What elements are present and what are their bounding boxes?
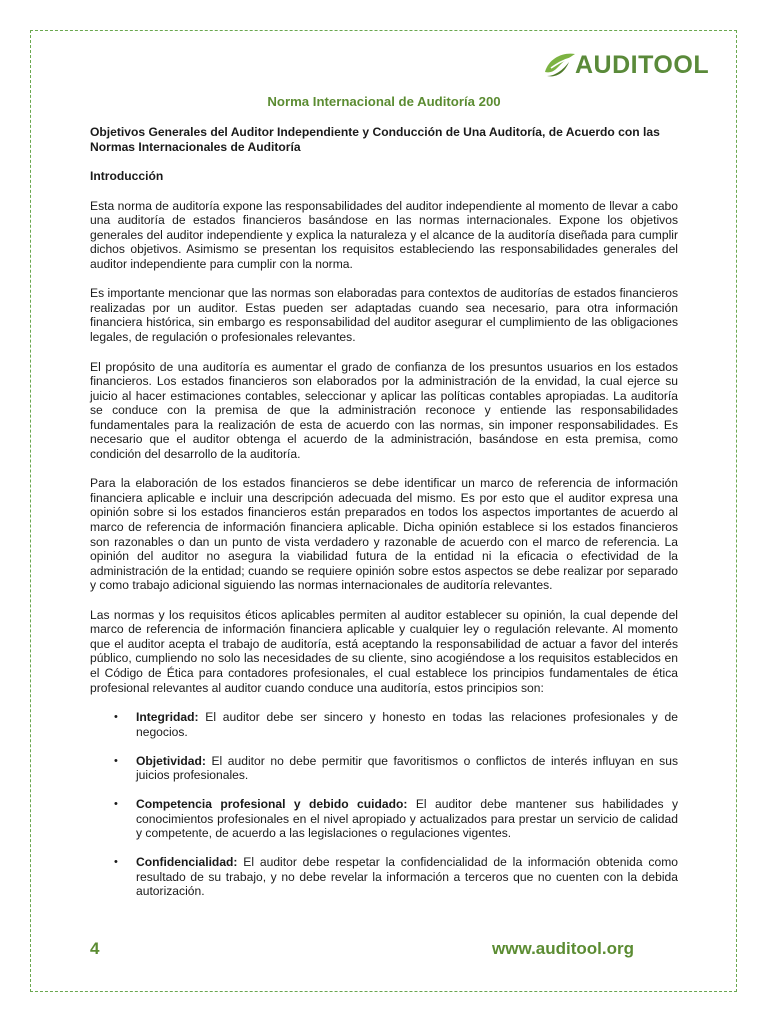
bullet-icon: • bbox=[114, 856, 118, 869]
logo-wordmark: AUDITOOL bbox=[575, 50, 710, 79]
list-item bbox=[90, 754, 678, 783]
principle-text: El auditor debe respetar la confidencialidad de la información obtenida como resultado de su trabajo, y no debe revelar la información a terceros que no cuenten con la debida autorización. bbox=[136, 855, 678, 899]
list-item bbox=[90, 797, 678, 841]
principle-text: El auditor no debe permitir que favoritismos o conflictos de interés influyan en sus juicios profesionales. bbox=[136, 753, 678, 783]
section-heading: Introducción bbox=[90, 169, 164, 184]
paragraph: El propósito de una auditoría es aumentar el grado de confianza de los presuntos usuarios en los estados financieros. Los estados financieros son elaborados por la administración de la envidad, la cual ejerce su juicio al hacer estimaciones contables, seleccionar y aplicar las políticas contables apropiadas. La auditoría se conduce con la premisa de que la administración reconoce y entiende las responsabilidades fundamentales para la realización de esta de acuerdo con las normas, sin imponer responsabilidades. Es necesario que el auditor obtenga el acuerdo de la administración, basándose en esta premisa, como condición del desarrollo de la auditoría. bbox=[90, 359, 678, 461]
principle-term: Integridad: bbox=[136, 710, 199, 725]
paragraph: Es importante mencionar que las normas son elaboradas para contextos de auditorías de estados financieros realizadas por un auditor. Estas pueden ser adaptadas cuando sea necesario, para otra información financiera histórica, sin embargo es responsabilidad del auditor asegurar el cumplimiento de las obligaciones legales, de regulación o profesionales relevantes. bbox=[90, 286, 678, 345]
list-item bbox=[90, 855, 678, 899]
bullet-icon: • bbox=[114, 798, 118, 811]
bullet-icon: • bbox=[114, 754, 118, 767]
website-link[interactable]: www.auditool.org bbox=[492, 939, 634, 958]
paragraph: Las normas y los requisitos éticos aplicables permiten al auditor establecer su opinión, la cual depende del marco de referencia de información financiera aplicable y cualquier ley o regulación relevante. Al momento que el auditor acepta el trabajo de auditoría, está aceptando la responsabilidad de actuar a favor del interés público, cumpliendo no solo las necesidades de su cliente, sino acogiéndose a los requisitos establecidos en el Código de Ética para contadores profesionales, el cual establece los principios fundamentales de ética profesional relevantes al auditor cuando conduce una auditoría, estos principios son: bbox=[90, 607, 678, 695]
paragraph: Esta norma de auditoría expone las responsabilidades del auditor independiente al momento de llevar a cabo una auditoría de estados financieros basándose en las normas internacionales. Expone los objetivos generales del auditor independiente y explica la naturaleza y el alcance de la auditoría diseñada para cumplir dichos objetivos. Asimismo se presentan los requisitos estableciendo las responsabilidades generales del auditor independiente para cumplir con la norma. bbox=[90, 198, 678, 271]
document-title: Norma Internacional de Auditoría 200 bbox=[267, 94, 501, 109]
document-body bbox=[90, 94, 678, 914]
bullet-icon: • bbox=[114, 711, 118, 724]
principle-text: El auditor debe mantener sus habilidades y conocimientos profesionales en el nivel apropiado y actualizados para prestar un servicio de calidad y competente, de acuerdo a las legislaciones o regulaciones vigentes. bbox=[136, 797, 678, 841]
leaf-swirl-icon bbox=[543, 50, 577, 80]
document-subtitle: Objetivos Generales del Auditor Independiente y Conducción de Una Auditoría, de Acuerdo con las Normas Internacionales de Auditoría bbox=[90, 125, 660, 154]
auditool-logo bbox=[543, 48, 709, 82]
principle-text: El auditor debe ser sincero y honesto en todas las relaciones profesionales y de negocios. bbox=[136, 710, 678, 739]
principles-list bbox=[90, 710, 678, 899]
principle-term: Confidencialidad: bbox=[136, 855, 238, 870]
principle-term: Competencia profesional y debido cuidado: bbox=[136, 797, 408, 812]
paragraph: Para la elaboración de los estados financieros se debe identificar un marco de referencia de información financiera aplicable e incluir una descripción adecuada del mismo. Es por esto que el auditor expresa una opinión sobre si los estados financieros están preparados en todos los aspectos importantes de acuerdo al marco de referencia de información financiera aplicable. Dicha opinión establece si los estados financieros son razonables o dan un punto de vista verdadero y razonable de acuerdo con el marco de referencia. La opinión del auditor no asegura la viabilidad futura de la entidad ni la eficacia o efectividad de la administración de la entidad; cuando se requiere opinión sobre estos aspectos se debe realizar por separado y como trabajo adicional siguiendo las normas internacionales de auditoría relevantes. bbox=[90, 476, 678, 593]
list-item bbox=[90, 710, 678, 739]
page-number: 4 bbox=[90, 939, 100, 958]
principle-term: Objetividad: bbox=[136, 753, 206, 768]
